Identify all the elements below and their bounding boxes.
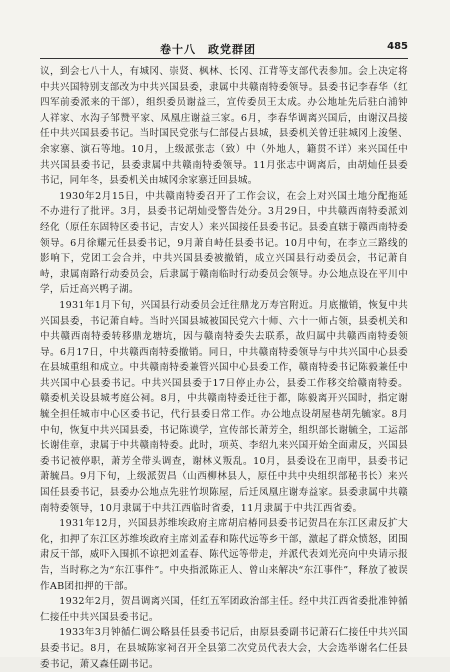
paragraph: 1931年12月，兴国县苏维埃政府主席胡启椿同县委书记贺昌在东江区肃反扩大化，扣押了东江区苏维埃政府主席刘孟春和陈代远等乡干部，激起了群众愤怒，团围肃反干部，威吓入围抓不谅把刘孟春、陈代远等带走，并派代表刘光亮向中央请示报告，当时称之为“东江事件”。中央指派陈正人、曾山来解决“东江事件”，释放了被误作AB团扣押的干部。 bbox=[40, 518, 408, 592]
running-header bbox=[40, 40, 408, 59]
paragraph: 1932年2月，贺昌调离兴国，任红五军团政治部主任。经中共江西省委批准钟循仁接任中共兴国县委书记。 bbox=[40, 596, 408, 623]
page-number: 485 bbox=[387, 41, 408, 52]
paragraph: 1931年1月下旬，兴国县行动委员会迁往鼎龙万寿宫附近。月底撤销，恢复中共兴国县委，书记萧自峙。当时兴国县城被国民党六十师、六十一师占领，县委机关和中共赣西南特委转移鼎龙塘坑，因与赣南特委失去联系，故归属中共赣西南特委领导。6月17日，中共赣西南特委撤销。同日，中共赣南特委领导与中共兴国中心县委在县城重组和成立。中共赣南特委兼管兴国中心县委工作，赣南特委书记陈毅兼任中共兴国中心县委书记。中共兴国县委于17日停止办公，县委工作移交给赣南特委。赣委机关设县城考庭公祠。8月，中共赣南特委迁往于都，陈毅离开兴国时，指定谢毓全担任城市中心区委书记，代行县委日常工作。办公地点设胡屋巷胡先毓家。8月中旬，恢复中共兴国县委，书记陈谟学，宣传部长萧芳全，组织部长谢毓全，工运部长谢佳章，隶属于中共赣南特委。此时，项英、李绍九来兴国开始全面肃反，兴国县委书记被停职，萧芳全带头调查，谢林义叛乱。10月，县委设在卫南甲，县委书记萧毓昌。9月下旬，上级派贺昌（山西柳林县人，原任中共中央组织部秘书长）来兴国任县委书记，县委办公地点先驻竹坝陈屋，后迁凤凰庄谢寿益家。县委隶属中共赣南特委领导，10月隶属于中共江西临时省委，11月隶属于中共江西省委。 bbox=[40, 299, 408, 514]
paragraph: 1930年2月15日，中共赣南特委召开了工作会议，在会上对兴国土地分配拖延不办进行了批评。3月，县委书记胡灿受警告处分。3月29日，中共赣西南特委派刘经化（原任东固特区委书记，吉安人）来兴国接任县委书记。县委直辖于赣西南特委领导。6月徐耀元任县委书记，9月萧自峙任县委书记。10月中旬，在李立三路线的影响下，党团工会合并，中共兴国县委被撤销，成立兴国县行动委员会，书记萧自峙，隶属南路行动委员会，后隶属于赣南临时行动委员会领导。办公地点设在平川中学，后迁高兴鸭子湖。 bbox=[40, 190, 408, 296]
body-text bbox=[40, 64, 408, 670]
chapter-title: 卷十八 政党群团 bbox=[160, 43, 256, 56]
paragraph: 1933年3月钟循仁调公略县任县委书记后，由原县委副书记萧石仁接任中共兴国县委书记。8月，在县城陈家祠召开全县第二次党员代表大会，大会选举谢名仁任县委书记，萧又森任副书记。 bbox=[40, 627, 408, 670]
paragraph: 议，到会七八十人，有城冈、崇贤、枫林、长冈、江背等支部代表参加。会上决定将中共兴国特别支部改为中共兴国县委，隶属中共赣南特委领导。县委书记李春华（红四军前委派来的干部），组织委员谢益三，宣传委员王太成。办公地址先后驻白浦钟人祥家、水沟子邹赞平家、凤凰庄谢益三家。6月，李春华调离兴国后，由谢汉昌接任中共兴国县委书记。当时国民党张与仁部侵占县城，县委机关曾迁驻城冈上浚堡、余家寨、演石等地。10月，上级派张志（致）中（外地人，籍贯不详）来兴国任中共兴国县委书记，县委隶属中共赣南特委领导。11月张志中调离后，由胡灿任县委书记，同年冬，县委机关由城冈余家寨迁回县城。 bbox=[40, 66, 408, 187]
